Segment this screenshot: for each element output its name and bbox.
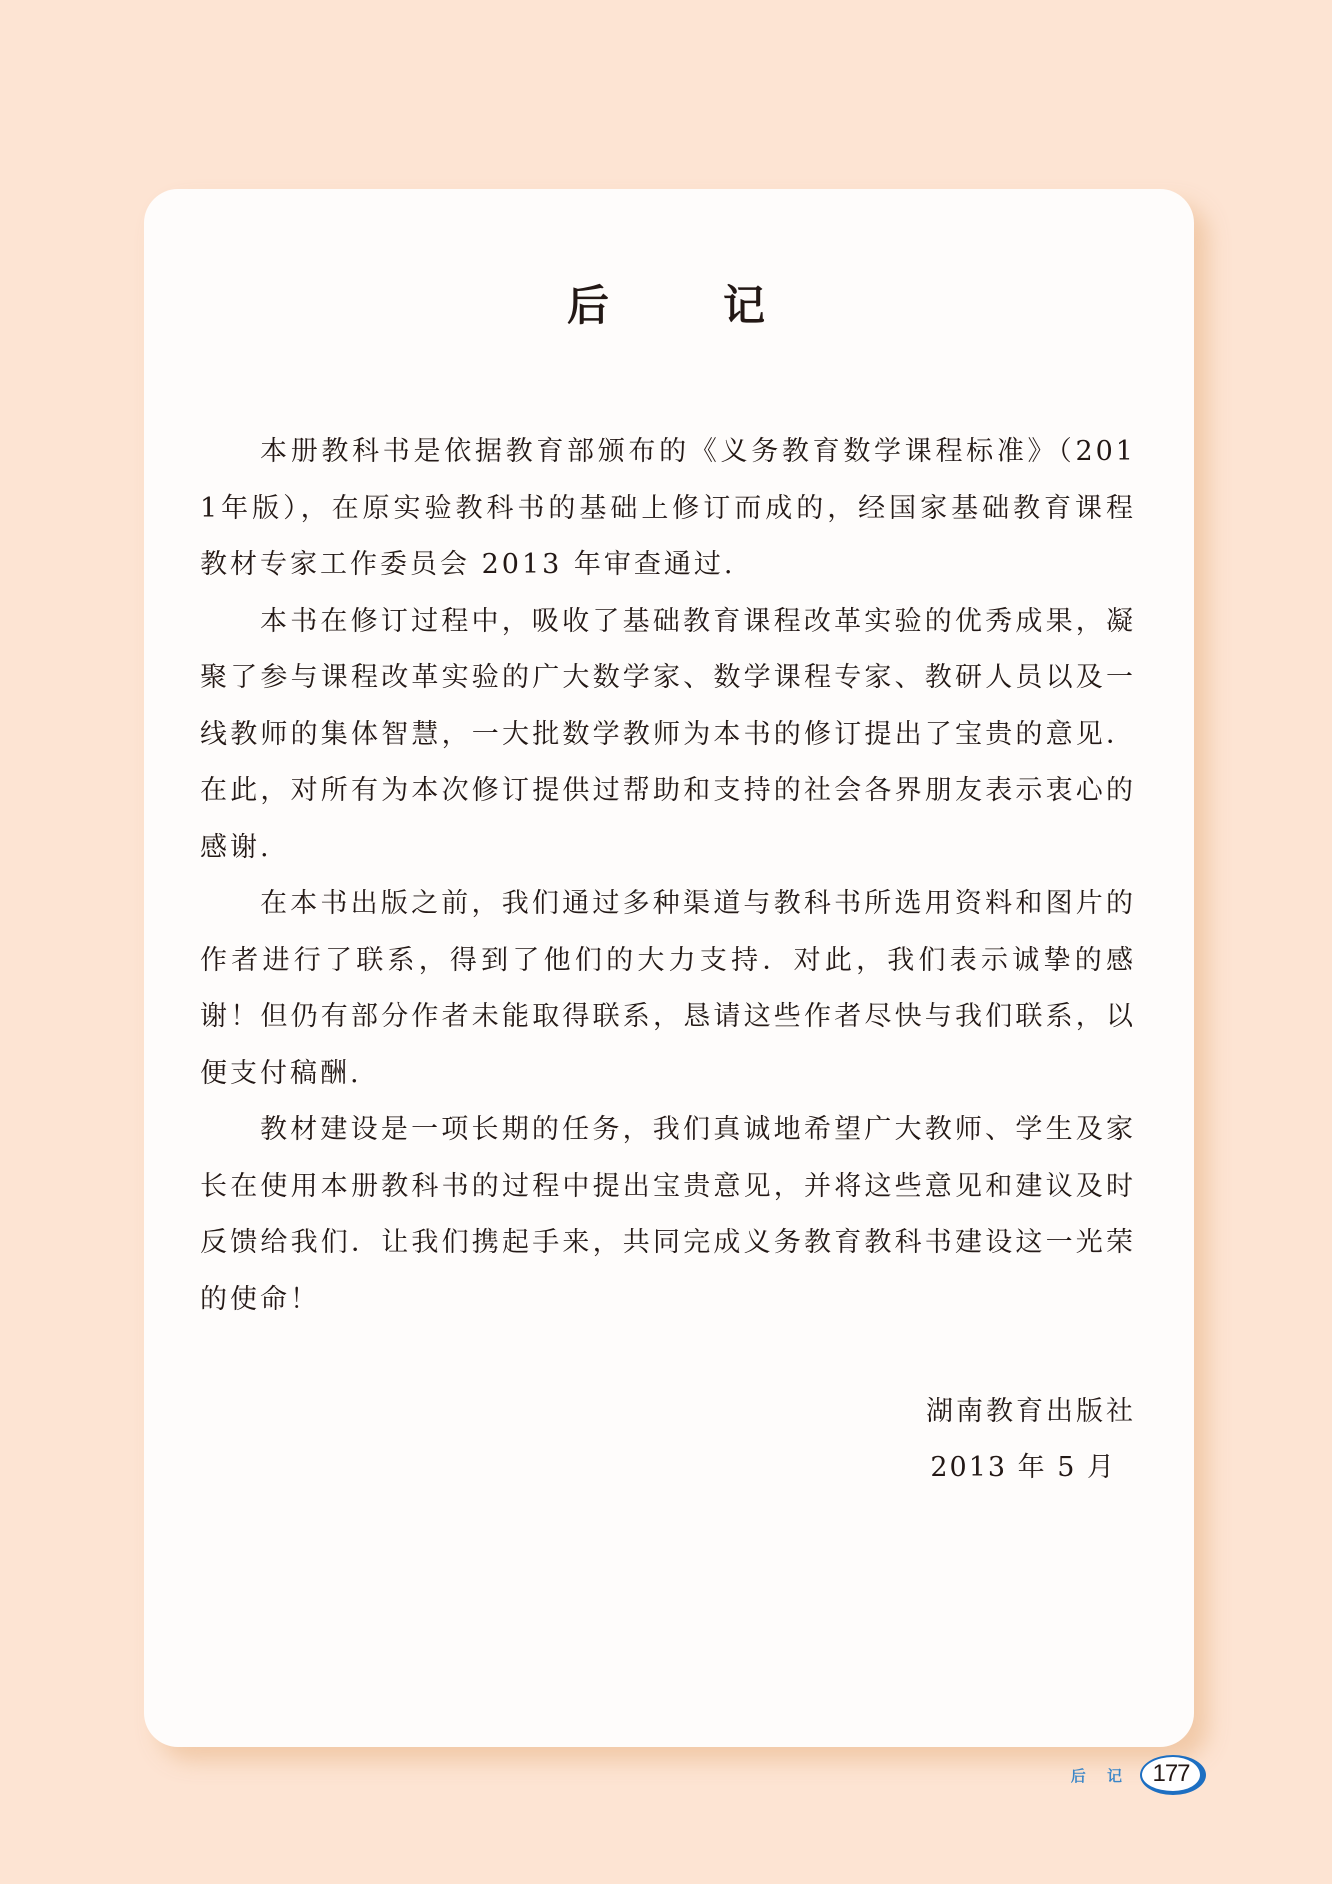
paragraph-2: 本书在修订过程中，吸收了基础教育课程改革实验的优秀成果，凝聚了参与课程改革实验的广大数学家、数学课程专家、教研人员以及一线教师的集体智慧，一大批数学教师为本书的修订提出了宝贵的意见．在此，对所有为本次修订提供过帮助和支持的社会各界朋友表示衷心的感谢. — [200, 605, 1136, 863]
paragraph-1: 本册教科书是依据教育部颁布的《义务教育数学课程标准》（2011年版），在原实验教科书的基础上修订而成的，经国家基础教育课程教材专家工作委员会 2013 年审查通过. — [200, 436, 1136, 580]
afterword-body — [200, 424, 1136, 1328]
page-number-badge — [1140, 1755, 1206, 1795]
page-footer — [1071, 1753, 1206, 1797]
signature-date: 2013 年 5 月 — [930, 1452, 1116, 1483]
footer-section-label: 后 记 — [1070, 1766, 1130, 1785]
publisher-signature: 湖南教育出版社 — [926, 1396, 1136, 1427]
page-number: 177 — [1152, 1760, 1190, 1787]
page-title: 后 记 — [566, 281, 801, 330]
paragraph-4: 教材建设是一项长期的任务，我们真诚地希望广大教师、学生及家长在使用本册教科书的过程中提出宝贵意见，并将这些意见和建议及时反馈给我们．让我们携起手来，共同完成义务教育教科书建设这一光荣的使命！ — [200, 1114, 1136, 1315]
paragraph-3: 在本书出版之前，我们通过多种渠道与教科书所选用资料和图片的作者进行了联系，得到了他们的大力支持．对此，我们表示诚挚的感谢！但仍有部分作者未能取得联系，恳请这些作者尽快与我们联系，以便支付稿酬. — [200, 888, 1136, 1089]
